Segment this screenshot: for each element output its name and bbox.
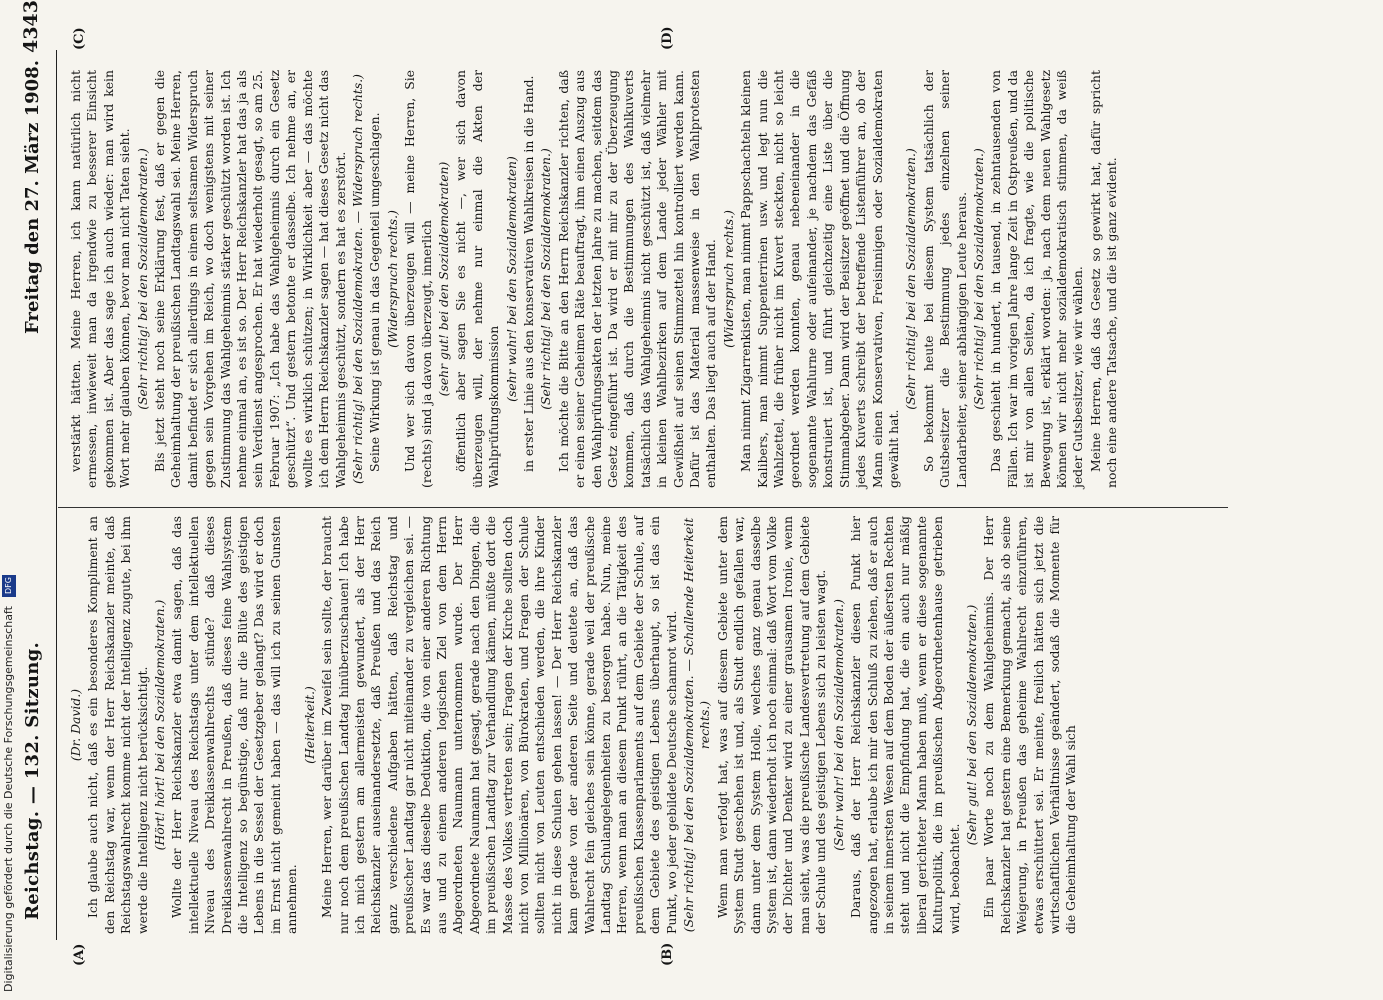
- dfg-logo: DFG: [2, 575, 16, 597]
- paragraph: Seine Wirkung ist genau in das Gegenteil umgeschlagen.: [367, 112, 383, 472]
- paragraph: Daraus, daß der Herr Reichskanzler diesen Punkt hier angezogen hat, erlaube ich mir den Schluß zu ziehen, daß er auch in seinem innersten Wesen auf dem Boden der äußersten Rechten steht und nicht die Empfindung hat, die ein auch nur mäßig liberal gerichteter Mann haben muß, wenn er diese sogenannte Kulturpolitik, die im preußischen Abgeordnetenhause getrieben wird, beobachtet.: [848, 516, 962, 934]
- paragraph: öffentlich aber sagen Sie es nicht —, wer sich davon überzeugen will, der nehme nur einmal die Akten der Wahlprüfungskommission: [453, 70, 502, 488]
- paragraph: (Widerspruch rechts.): [720, 210, 736, 348]
- page-header: [18, 0, 48, 920]
- paragraph: (Sehr richtig! bei den Sozialdemokraten.): [134, 148, 150, 410]
- margin-marker-c: (C): [72, 27, 87, 50]
- paragraph: (sehr wahr! bei den Sozialdemokraten): [503, 156, 519, 402]
- paragraph: (Widerspruch rechts.): [384, 210, 400, 348]
- header-rule: [56, 50, 57, 940]
- paragraph: verstärkt hätten. Meine Herren, ich kann natürlich nicht ermessen, inwieweit man da irgendwie zu besserer Einsicht gekommen ist. Aber das sage ich auch wieder: man wird kein Wort mehr glauben können, bevor man nicht Taten sieht.: [68, 70, 133, 488]
- paragraph: (sehr gut! bei den Sozialdemokraten): [435, 161, 451, 397]
- paragraph: Meine Herren, daß das Gesetz so gewirkt hat, dafür spricht noch eine andere Tatsache, und die ist ganz evident.: [1087, 70, 1120, 488]
- paragraph: (Sehr gut! bei den Sozialdemokraten.): [963, 604, 979, 846]
- paragraph: (Hört! hört! bei den Sozialdemokraten.): [152, 599, 168, 851]
- paragraph: Wollte der Herr Reichskanzler etwa damit sagen, daß das intellektuelle Niveau des Reichstags unter dem intellektuellen Niveau des Dreiklassenwahlrechts stünde? daß dieses Dreiklassenwahlrecht in Preußen, daß dieses feine Wahlsystem die Intelligenz so begünstige, daß nur die Blüte des geistigen Lebens in die Sessel der Gesetzgeber gelangt? Das wird er doch im Ernst nicht gemeint haben — das will ich zu seinen Gunsten annehmen.: [169, 516, 300, 934]
- left-column: [68, 516, 1081, 934]
- paragraph: Das geschieht in hundert, in tausend, in zehntausenden von Fällen. Ich war im vorigen Jahre lange Zeit in Ostpreußen, und da ist mir von allen Seiten, da ich fragte, wie die politische Bewegung ist, erklärt worden: ja, nach dem neuen Wahlgesetz können wir nicht mehr sozialdemokratisch stimmen, da weiß jeder Gutsbesitzer, wie wir wählen.: [988, 70, 1086, 488]
- paragraph: Ich möchte die Bitte an den Herrn Reichskanzler richten, daß er einen seiner Geheimen Räte beauftragt, ihm einen Auszug aus den Wahlprüfungsakten der letzten Jahre zu machen, seitdem das Gesetz eingeführt ist. Da wird er mit mir zu der Überzeugung kommen, daß durch die Bestimmungen des Wahlkuverts tatsächlich das Wahlgeheimnis nicht geschützt ist, daß vielmehr in kleinen Wahlbezirken auf dem Lande jeder Wähler mit Gewißheit auf seinen Stimmzettel hin kontrolliert werden kann. Dafür ist das Material massenweise in den Wahlprotesten enthalten. Das liegt auch auf der Hand.: [555, 70, 719, 488]
- funding-text: Digitalisierung gefördert durch die Deutsche Forschungsgemeinschaft: [2, 606, 15, 992]
- speaker-name: (Dr. David.): [68, 688, 83, 762]
- paragraph: Und wer sich davon überzeugen will — meine Herren, Sie (rechts) sind ja davon überzeugt, innerlich: [402, 70, 434, 488]
- paragraph: (Sehr richtig! bei den Sozialdemokraten.): [538, 148, 554, 410]
- paragraph: (Heiterkeit.): [301, 686, 317, 764]
- page-number: 4343: [20, 0, 42, 53]
- paragraph: in erster Linie aus den konservativen Wahlkreisen in die Hand.: [520, 75, 536, 472]
- paragraph: Ich glaube auch nicht, daß es ein besonderes Kompliment an den Reichstag war, wenn der Herr Reichskanzler meinte, daß Reichstagswahlrecht komme nicht der Intelligenz zugute, bei ihm werde die Intelligenz nicht berücksichtigt.: [85, 516, 150, 934]
- paragraph: Meine Herren, wer darüber im Zweifel sein sollte, der braucht nur noch dem preußischen Landtag hinüberzuschauen! Ich habe ich mich gestern am allermeisten gewundert, als der Herr Reichskanzler auseinandersetzte, daß Preußen und das Reich ganz verschiedene Aufgaben hätten, daß Reichstag und preußischer Landtag gar nicht miteinander zu vergleichen sei. — Es war das dieselbe Deduktion, die von einer anderen Richtung aus und zu einem anderen logischen Ziel von dem Herrn Abgeordneten Naumann unternommen wurde. Der Herr Abgeordnete Naumann hat gesagt, gerade nach den Dingen, die im preußischen Landtag zur Verhandlung kämen, müßte dort die Masse des Volkes vertreten sein; Fragen der Kirche sollten doch nicht von Millionären, von Bürokraten, und Fragen der Schule sollten nicht von Leuten entschieden werden, die ihre Kinder nicht in diese Schulen gehen lassen! — Der Herr Reichskanzler kam gerade von der anderen Seite und deutete an, daß das Wahlrecht fein gleiches sein könne, gerade weil der preußische Landtag Schulangelegenheiten zu besorgen habe. Nun, meine Herren, wenn man an diesem Punkt rührt, an die Tätigkeit des preußischen Klassenparlaments auf dem Gebiete der Schule, auf dem Gebiete des geistigen Lebens überhaupt, so ist das ein Punkt, wo jeder gebildete Deutsche schamrot wird.: [319, 516, 679, 934]
- paragraph: Wenn man verfolgt hat, was auf diesem Gebiete unter dem System Studt geschehen ist und, als Studt endlich gefallen war, dann unter dem System Holle, welches ganz genau dasselbe System ist, dann wiederholt ich noch einmal: daß Wort vom Volke der Dichter und Denker wird zu einer grausamen Ironie, wenn man sieht, was die preußische Landesvertretung auf dem Gebiete der Schule und des geistigen Lebens sich zu leisten wagt.: [714, 516, 829, 934]
- paragraph: (Sehr richtig! bei den Sozialdemokraten. — Widerspruch rechts.): [349, 73, 365, 485]
- paragraph: (Sehr wahr! bei den Sozialdemokraten.): [830, 599, 846, 851]
- paragraph: So bekommt heute bei diesem System tatsächlich der Gutsbesitzer die Bestimmung jedes einzelnen seiner Landarbeiter, seiner abhängigen Leute heraus.: [920, 70, 969, 488]
- paragraph: (Sehr richtig! bei den Sozialdemokraten.): [970, 148, 986, 410]
- paragraph: Man nimmt Zigarrenkisten, man nimmt Pappschachteln kleinen Kalibers, man nimmt Suppenterrinen usw. und legt nun die Wahlzettel, die früher nicht im Kuvert steckten, nicht so leicht geordnet werden konnten, genau nebeneinander in die sogenannte Wahlurne oder aufeinander, je nachdem das Gefäß konstruiert ist, und führt gleichzeitig eine Liste über die Stimmabgeber. Dann wird der Beisitzer geöffnet und die Öffnung jedes Kuverts schreibt der betreffende Listenführer an, ob der Mann einen Konservativen, Freisinnigen oder Sozialdemokraten gewählt hat.: [738, 70, 901, 488]
- paragraph: (Sehr richtig! bei den Sozialdemokraten. — Schallende Heiterkeit rechts.): [681, 517, 713, 933]
- running-title: Reichstag. — 132. Sitzung.: [22, 641, 43, 920]
- paragraph: Bis jetzt steht noch seine Erklärung fest, daß er gegen die Geheimhaltung der preußischen Landtagswahl sei. Meine Herren, damit befindet er sich allerdings in einem seltsamen Widerspruch gegen sein Vorgehen im Reich, wo doch wenigstens mit seiner Zustimmung das Wahlgeheimnis stärker geschützt worden ist. Ich nehme einmal an, es ist so. Der Herr Reichskanzler hat das ja als sein Verdienst angesprochen. Er hat wiederholt gesagt, so am 25. Februar 1907: „Ich habe das Wahlgeheimnis durch ein Gesetz geschützt“. Und gestern betonte er dasselbe. Ich nehme an, er wollte es wirklich schützen; in Wirklichkeit aber — das möchte ich dem Herrn Reichskanzler sagen — hat dieses Gesetz nicht das Wahlgeheimnis geschützt, sondern es hat es zerstört.: [152, 70, 348, 488]
- margin-marker-a: (A): [72, 943, 87, 966]
- paragraph: Ein paar Worte noch zu dem Wahlgeheimnis. Der Herr Reichskanzler hat gestern eine Bemerkung gemacht, als ob seine Weigerung, in Preußen das geheime Wahlrecht einzuführen, etwas erschüttert sei. Er meinte, freilich hätten sich jetzt die wirtschaftlichen Verhältnisse geändert, sodaß die Momente für die Geheimhaltung der Wahl sich: [981, 516, 1079, 934]
- right-column: [68, 70, 1122, 488]
- funding-notice: [2, 0, 16, 992]
- paragraph: (Sehr richtig! bei den Sozialdemokraten.): [903, 148, 919, 410]
- session-date: Freitag den 27. März 1908.: [22, 60, 43, 334]
- margin-marker-b: (B): [660, 942, 675, 966]
- margin-marker-d: (D): [660, 26, 675, 50]
- column-divider: [58, 507, 1228, 508]
